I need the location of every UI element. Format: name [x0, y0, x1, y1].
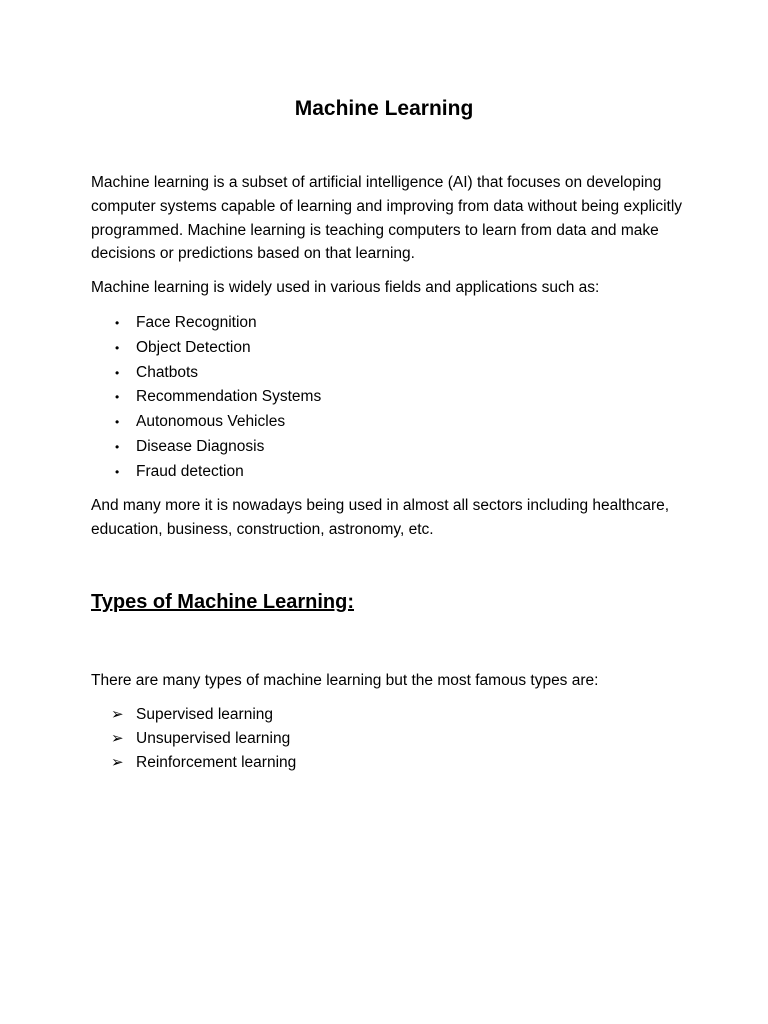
list-item-label: Fraud detection: [136, 462, 244, 480]
list-item-label: Unsupervised learning: [136, 730, 291, 747]
list-item-label: Chatbots: [136, 363, 199, 381]
bullet-icon: •: [115, 316, 120, 330]
list-item: [0, 460, 321, 485]
document-title: Machine Learning: [294, 97, 474, 120]
bullet-icon: •: [115, 340, 120, 355]
bullet-icon: •: [115, 464, 120, 479]
list-item: [0, 727, 296, 751]
arrow-bullet-icon: ➢: [111, 706, 124, 723]
list-item: [0, 751, 296, 775]
list-item-label: Reinforcement learning: [136, 754, 297, 771]
list-item-label: Recommendation Systems: [136, 388, 322, 406]
list-item: [0, 703, 296, 727]
list-item-label: Disease Diagnosis: [136, 437, 265, 455]
types-list: [0, 703, 296, 775]
arrow-bullet-icon: ➢: [111, 754, 124, 771]
usage-paragraph: Machine learning is widely used in various fields and applications such as:: [91, 279, 600, 296]
types-heading: Types of Machine Learning:: [91, 591, 354, 613]
list-item-label: Autonomous Vehicles: [136, 413, 286, 431]
list-item: [0, 435, 321, 460]
list-item: [0, 361, 321, 386]
applications-list: [0, 311, 321, 485]
intro-paragraph: Machine learning is a subset of artificial intelligence (AI) that focuses on developing computer systems capable of learning and improving from data without being explicitly programmed. Machine learning is teaching computers to learn from data and make decisions or predictions based on that learning.: [91, 174, 683, 263]
list-item-label: Object Detection: [136, 338, 251, 356]
list-item: [0, 336, 321, 361]
list-item-label: Supervised learning: [136, 706, 274, 723]
list-item-label: Face Recognition: [136, 314, 257, 331]
sectors-paragraph: And many more it is nowadays being used in almost all sectors including healthcare, education, business, construction, astronomy, etc.: [91, 497, 670, 538]
list-item: [0, 410, 321, 435]
bullet-icon: •: [115, 415, 120, 430]
bullet-icon: •: [115, 365, 120, 380]
list-item: [0, 385, 321, 410]
bullet-icon: •: [115, 390, 120, 405]
bullet-icon: •: [115, 439, 120, 454]
list-item: [0, 311, 321, 336]
arrow-bullet-icon: ➢: [111, 730, 124, 747]
types-intro-paragraph: There are many types of machine learning but the most famous types are:: [91, 672, 599, 689]
